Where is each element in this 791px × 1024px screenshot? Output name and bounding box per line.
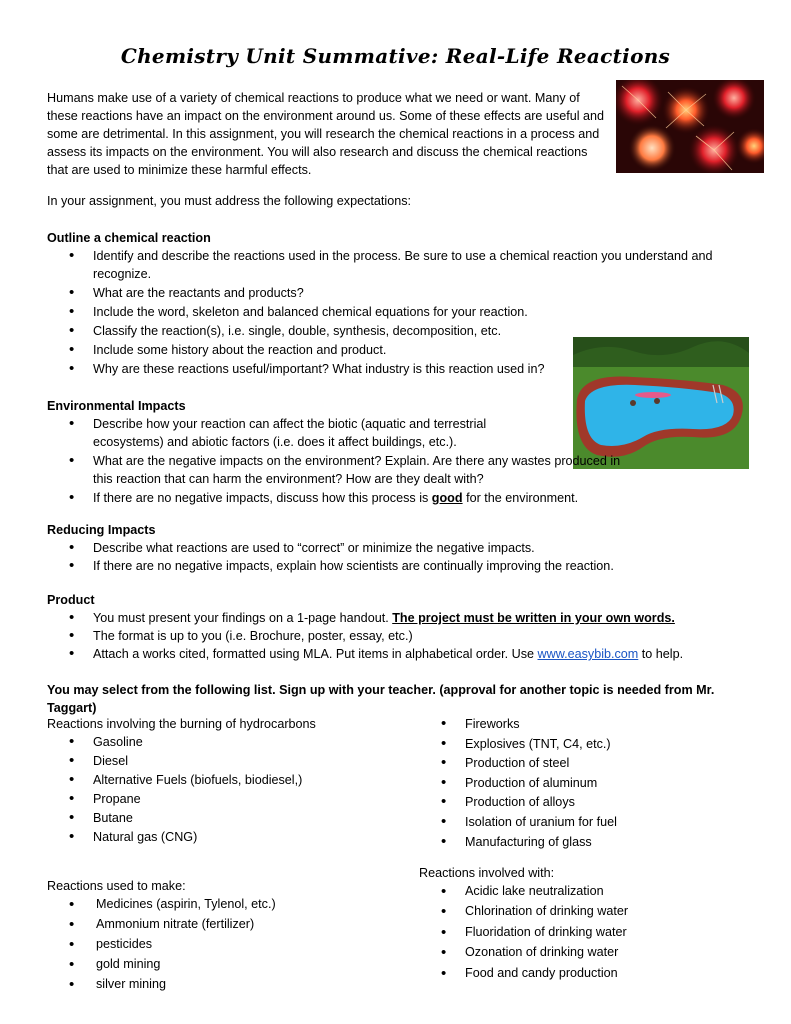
list-item: • Gasoline [47,733,407,751]
list-item: • pesticides [47,935,407,954]
list-item-text: If there are no negative impacts, discuss how this process is [93,491,432,505]
environmental-list [47,415,637,507]
list-heading: Reactions involving the burning of hydrocarbons [47,717,316,731]
product-list [47,609,747,663]
list-item: • Alternative Fuels (biofuels, biodiesel,) [47,771,407,789]
list-item: • Medicines (aspirin, Tylenol, etc.) [47,895,407,914]
list-item [47,645,747,663]
reducing-section [47,521,747,575]
list-item: • Ozonation of drinking water [419,943,759,962]
list-item: • Natural gas (CNG) [47,828,407,846]
list-item [47,609,747,627]
environmental-section [47,397,637,507]
emphasis-text: The project must be written in your own words. [392,611,675,625]
outline-heading: Outline a chemical reaction [47,231,211,245]
list-item: • Food and candy production [419,964,759,983]
list-item: • What are the negative impacts on the environment? Explain. Are there any wastes produced in this reaction that can harm the environment? How are they dealt with? [47,452,633,488]
list-item: • Why are these reactions useful/important? What industry is this reaction used in? [47,360,553,378]
reducing-heading: Reducing Impacts [47,523,156,537]
product-heading: Product [47,593,95,607]
product-section [47,591,747,663]
list-item: • Ammonium nitrate (fertilizer) [47,915,407,934]
list-item: • Include the word, skeleton and balanced chemical equations for your reaction. [47,303,747,321]
list-item: • Butane [47,809,407,827]
list-item: • Identify and describe the reactions used in the process. Be sure to use a chemical reaction you understand and recognize. [47,247,747,283]
intro-paragraph: Humans make use of a variety of chemical reactions to produce what we need or want. Many of these reactions have an impact on the environment around us. Some of these effects are useful and some are detrimental. In this assignment, you will research the chemical reactions in a process and assess its impacts on the environment. You will also research and discuss the chemical reactions that are used to minimize these harmful effects. [47,91,605,177]
list-item: • If there are no negative impacts, explain how scientists are continually improving the reaction. [47,557,747,575]
list-item: • Describe how your reaction can affect the biotic (aquatic and terrestrial ecosystems) and abiotic factors (i.e. does it affect buildings, etc.). [47,415,513,451]
list-item-text: to help. [638,647,684,661]
fireworks-image [616,80,764,173]
list-item: • Acidic lake neutralization [419,882,759,901]
list-item: • Production of alloys [419,793,759,812]
environmental-heading: Environmental Impacts [47,399,186,413]
list-item: • Describe what reactions are used to “correct” or minimize the negative impacts. [47,539,747,557]
reducing-list [47,539,747,575]
list-item: • The format is up to you (i.e. Brochure, poster, essay, etc.) [47,627,747,645]
list-item-text: for the environment. [462,491,579,505]
list-item: • Production of steel [419,754,759,773]
reactions-to-make-list [47,877,407,995]
industrial-list [419,715,759,852]
list-item: • What are the reactants and products? [47,284,747,302]
list-item: • silver mining [47,975,407,994]
list-item: • Isolation of uranium for fuel [419,813,759,832]
emphasis-text: good [431,491,463,505]
document-title: Chemistry Unit Summative: Real-Life Reactions [120,44,671,68]
list-item: • Manufacturing of glass [419,833,759,852]
list-item: • Fireworks [419,715,759,734]
list-item: • gold mining [47,955,407,974]
list-item: • Fluoridation of drinking water [419,923,759,942]
list-item: • Chlorination of drinking water [419,902,759,921]
list-item: • Classify the reaction(s), i.e. single, double, synthesis, decomposition, etc. [47,322,747,340]
easybib-link[interactable]: www.easybib.com [537,647,639,661]
select-instructions: You may select from the following list. Sign up with your teacher. (approval for another topic is needed from Mr. Taggart) [47,683,715,715]
list-item: • Include some history about the reaction and product. [47,341,747,359]
list-heading: Reactions involved with: [419,866,555,880]
list-item-text: Attach a works cited, formatted using MLA. Put items in alphabetical order. Use [93,647,538,661]
list-item-text: You must present your findings on a 1-page handout. [93,611,393,625]
list-item: • Diesel [47,752,407,770]
list-item [47,489,637,507]
expectations-line: In your assignment, you must address the following expectations: [47,194,412,208]
list-item: • Propane [47,790,407,808]
hydrocarbons-list [47,715,407,847]
list-item: • Explosives (TNT, C4, etc.) [419,735,759,754]
list-item: • Production of aluminum [419,774,759,793]
list-heading: Reactions used to make: [47,879,186,893]
reactions-involved-list [419,864,759,984]
